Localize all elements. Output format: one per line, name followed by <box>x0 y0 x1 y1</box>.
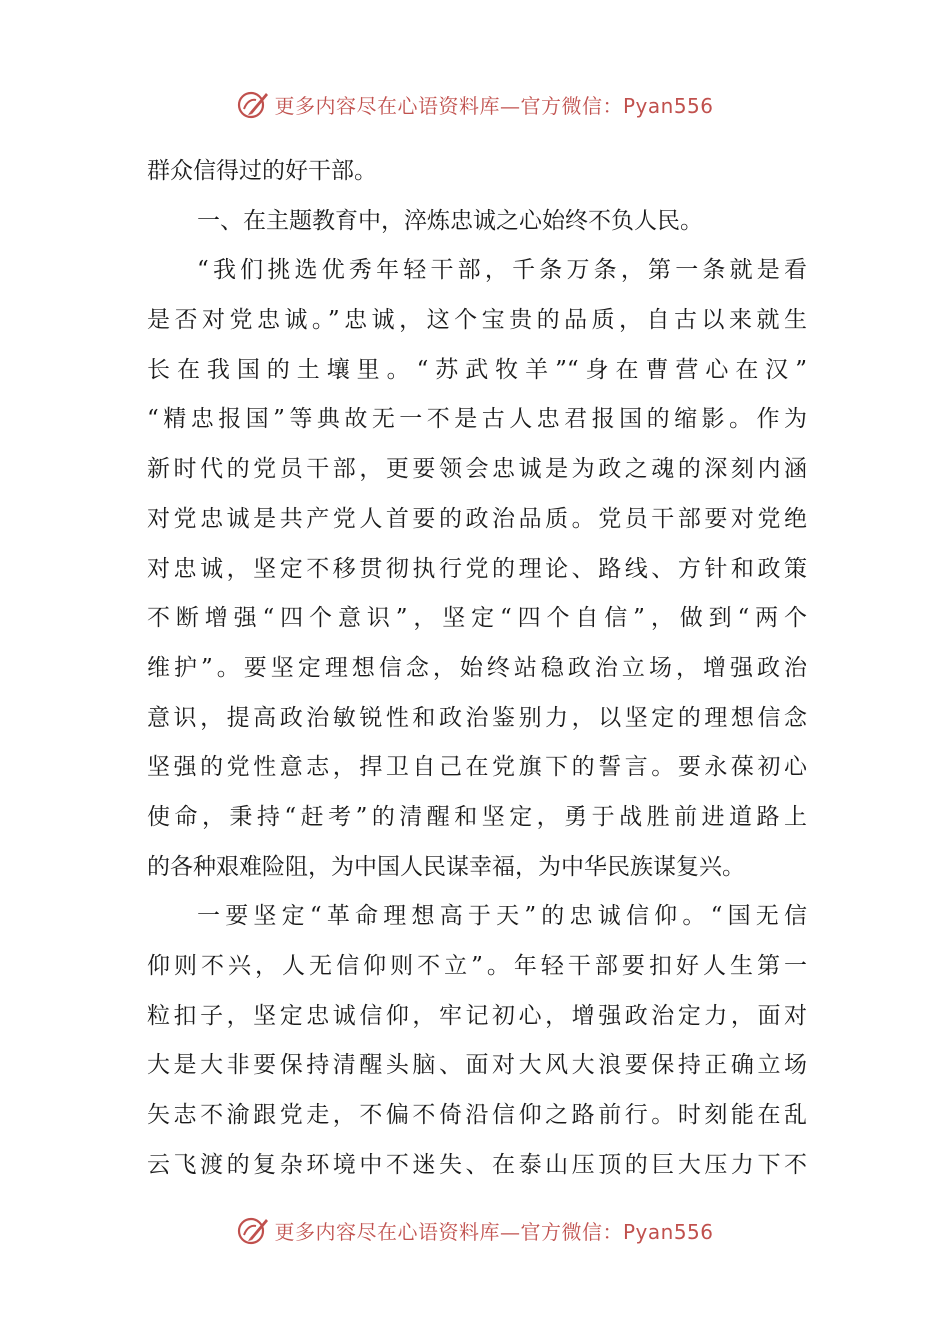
text-line: 不断增强“四个意识”，坚定“四个自信”，做到“两个 <box>147 605 807 632</box>
footer-banner <box>0 1210 950 1250</box>
document-body <box>147 147 807 1190</box>
pen-circle-logo-icon <box>236 87 270 121</box>
text-line: 新时代的党员干部，更要领会忠诚是为政之魂的深刻内涵 <box>147 456 807 483</box>
text-line: 使命，秉持“赶考”的清醒和坚定，勇于战胜前进道路上 <box>147 803 807 830</box>
text-line: 是否对党忠诚。”忠诚，这个宝贵的品质，自古以来就生 <box>147 307 807 334</box>
text-line: 粒扣子，坚定忠诚信仰，牢记初心，增强政治定力，面对 <box>147 1002 807 1029</box>
text-line: 大是大非要保持清醒头脑、面对大风大浪要保持正确立场 <box>147 1052 807 1079</box>
text-line: 云飞渡的复杂环境中不迷失、在泰山压顶的巨大压力下不 <box>147 1151 807 1178</box>
text-line: 坚强的党性意志，捍卫自己在党旗下的誓言。要永葆初心 <box>147 754 807 781</box>
text-line: 矢志不渝跟党走，不偏不倚沿信仰之路前行。时刻能在乱 <box>147 1102 807 1129</box>
text-line: 对忠诚，坚定不移贯彻执行党的理论、路线、方针和政策 <box>147 555 807 582</box>
header-banner-text: 更多内容尽在心语资料库—官方微信：Pyan556 <box>274 93 714 118</box>
text-line: “精忠报国”等典故无一不是古人忠君报国的缩影。作为 <box>147 406 807 433</box>
text-line: 意识，提高政治敏锐性和政治鉴别力，以坚定的理想信念 <box>147 704 807 731</box>
text-line: 的各种艰难险阻，为中国人民谋幸福，为中华民族谋复兴。 <box>147 853 745 880</box>
text-line: 仰则不兴，人无信仰则不立”。年轻干部要扣好人生第一 <box>147 953 807 979</box>
header-banner <box>0 84 950 124</box>
text-line: 一要坚定“革命理想高于天”的忠诚信仰。“国无信 <box>197 903 807 930</box>
footer-banner-text: 更多内容尽在心语资料库—官方微信：Pyan556 <box>274 1219 714 1244</box>
footer-wechat-handle: Pyan556 <box>622 1219 714 1244</box>
text-line: 对党忠诚是共产党人首要的政治品质。党员干部要对党绝 <box>147 505 807 532</box>
header-wechat-handle: Pyan556 <box>622 93 714 118</box>
pen-circle-logo-icon <box>236 1213 270 1247</box>
text-line: “我们挑选优秀年轻干部，千条万条，第一条就是看 <box>197 257 807 284</box>
text-line: 维护”。要坚定理想信念，始终站稳政治立场，增强政治 <box>147 654 807 681</box>
section-heading: 一、在主题教育中，淬炼忠诚之心始终不负人民。 <box>197 207 703 234</box>
text-line: 长在我国的土壤里。“苏武牧羊”“身在曹营心在汉” <box>147 356 807 383</box>
text-line: 群众信得过的好干部。 <box>147 158 377 184</box>
